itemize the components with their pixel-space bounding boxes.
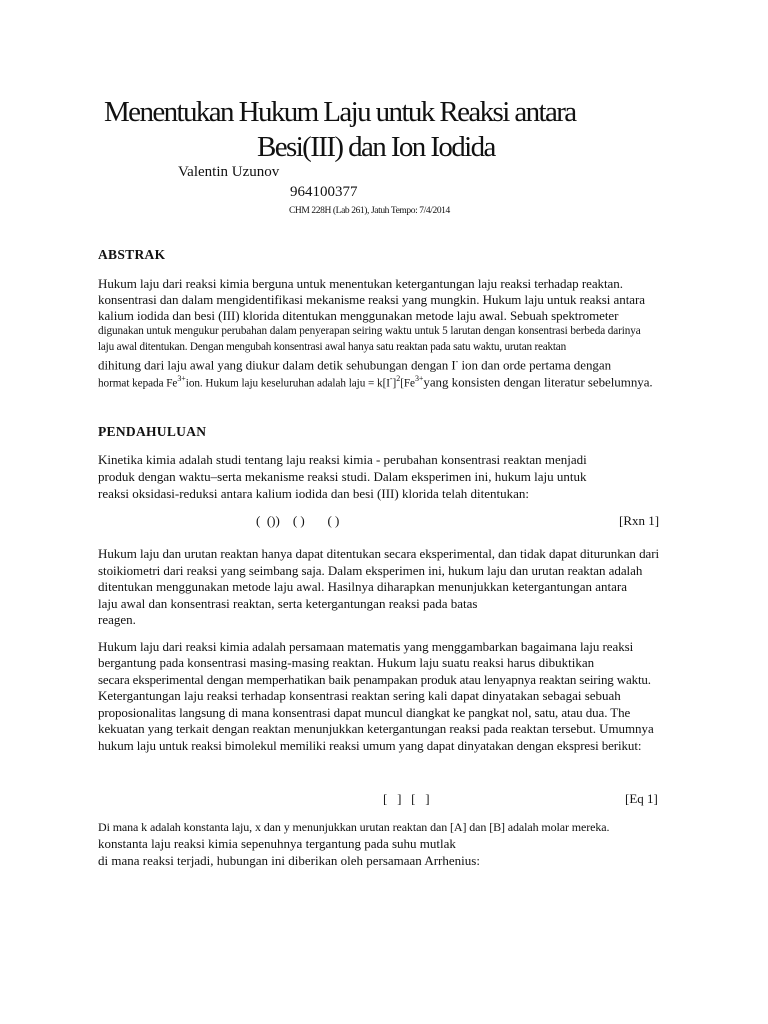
rate-law-end: yang konsisten dengan literatur sebelumnya.: [423, 374, 653, 390]
rate-law-fe: [Fe: [400, 377, 415, 390]
abstract-line: kalium iodida dan besi (III) klorida ditentukan menggunakan metode laju awal. Sebuah spektrometer: [98, 308, 619, 323]
abstract-line: Hukum laju dari reaksi kimia berguna untuk menentukan ketergantungan laju reaksi terhadap reaktan.: [98, 276, 623, 291]
paper-title-line1: Menentukan Hukum Laju untuk Reaksi antara: [104, 96, 576, 128]
intro-para3-line: Ketergantungan laju reaksi terhadap konsentrasi reaktan sering kali dapat dinyatakan sebagai sebuah: [98, 688, 621, 703]
equation-label: [Eq 1]: [625, 791, 658, 806]
intro-para1-line: produk dengan waktu–serta mekanisme reaksi studi. Dalam eksperimen ini, hukum laju untuk: [98, 469, 587, 484]
paper-title-line2: Besi(III) dan Ion Iodida: [257, 131, 495, 163]
abstract-line: laju awal ditentukan. Dengan mengubah konsentrasi awal hanya satu reaktan pada satu waktu, urutan reaktan: [98, 341, 566, 353]
author-name: Valentin Uzunov: [178, 164, 280, 180]
intro-para3-line: kekuatan yang terkait dengan reaktan menunjukkan ketergantungan reaksi pada reaktan tersebut. Umumnya: [98, 721, 654, 736]
reaction-label: [Rxn 1]: [619, 513, 660, 528]
intro-para2-line: laju awal dan konsentrasi reaktan, serta ketergantungan reaksi pada batas: [98, 596, 478, 611]
intro-para3-line: hukum laju untuk reaksi bimolekul memiliki reaksi umum yang dapat dinyatakan dengan ekspresi berikut:: [98, 738, 642, 753]
intro-para3-line: Hukum laju dari reaksi kimia adalah persamaan matematis yang menggambarkan bagaimana laju reaksi: [98, 639, 634, 654]
abstract-line6-rest: ion dan orde pertama dengan: [458, 357, 612, 373]
abstract-rate-law-line: [98, 374, 653, 390]
abstract-line: [98, 357, 611, 373]
intro-para4-line: di mana reaksi terjadi, hubungan ini diberikan oleh persamaan Arrhenius:: [98, 853, 480, 868]
intro-para3-line: proposionalitas langsung di mana konsentrasi dapat muncul diangkat ke pangkat nol, satu, atau dua. The: [98, 705, 631, 720]
intro-para3-line: bergantung pada konsentrasi masing-masing reaktan. Hukum laju suatu reaksi harus dibuktikan: [98, 655, 595, 670]
reaction-equation: ( ()) ( ) ( ): [256, 513, 340, 528]
intro-para1-line: reaksi oksidasi-reduksi antara kalium iodida dan besi (III) klorida telah ditentukan:: [98, 486, 530, 501]
intro-heading: PENDAHULUAN: [98, 424, 207, 439]
rate-law-prefix: hormat kepada Fe: [98, 377, 178, 390]
course-info: CHM 228H (Lab 261), Jatuh Tempo: 7/4/2014: [289, 206, 450, 216]
intro-para2-line: stoikiometri dari reaksi yang seimbang saja. Dalam eksperimen ini, hukum laju dan urutan reaktan adalah: [98, 563, 643, 578]
rate-law-bracket: ]: [392, 377, 397, 390]
intro-para2-line: ditentukan menggunakan metode laju awal. Hasilnya diharapkan menunjukkan ketergantungan antara: [98, 579, 627, 594]
abstract-line6-text: dihitung dari laju awal yang diukur dalam detik sehubungan dengan I: [98, 357, 456, 373]
intro-para2-line: Hukum laju dan urutan reaktan hanya dapat ditentukan secara eksperimental, dan tidak dapat diturunkan dari: [98, 546, 660, 561]
intro-para4-line: konstanta laju reaksi kimia sepenuhnya tergantung pada suhu mutlak: [98, 836, 456, 851]
superscript: 3+: [414, 374, 424, 383]
superscript: 3+: [177, 374, 186, 383]
rate-law-mid: ion. Hukum laju keseluruhan adalah laju = k[I: [185, 377, 390, 390]
abstract-line: digunakan untuk mengukur perubahan dalam penyerapan seiring waktu untuk 5 larutan dengan konsentrasi berbeda darinya: [98, 325, 641, 337]
abstract-line: konsentrasi dan dalam mengidentifikasi mekanisme reaksi yang mungkin. Hukum laju untuk reaksi antara: [98, 292, 645, 307]
rate-law-equation: [ ] [ ]: [383, 791, 430, 806]
intro-para2-line: reagen.: [98, 612, 136, 627]
superscript: 2: [396, 374, 401, 383]
intro-para3-line: secara eksperimental dengan memperhatikan baik penampakan produk atau lenyapnya reaktan seiring waktu.: [98, 672, 651, 687]
student-id: 964100377: [290, 184, 358, 200]
superscript: -: [389, 374, 393, 383]
superscript-minus: -: [455, 357, 459, 366]
intro-para1-line: Kinetika kimia adalah studi tentang laju reaksi kimia - perubahan konsentrasi reaktan menjadi: [98, 452, 587, 467]
intro-para4-line: Di mana k adalah konstanta laju, x dan y menunjukkan urutan reaktan dan [A] dan [B] adalah molar mereka.: [98, 820, 610, 834]
abstract-heading: ABSTRAK: [98, 247, 166, 262]
